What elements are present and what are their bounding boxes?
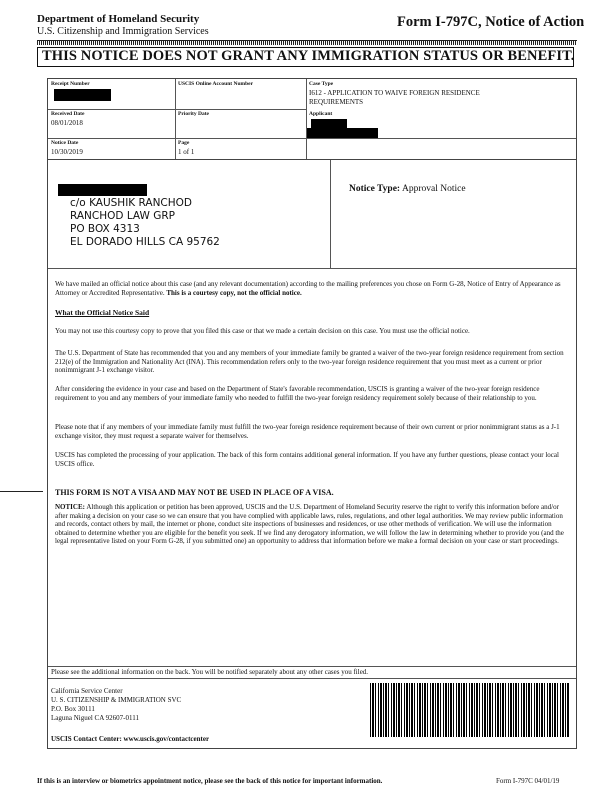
redacted-applicant-name — [307, 128, 378, 138]
mailing-address-line: RANCHOD LAW GRP — [70, 210, 176, 222]
grid-divider — [306, 79, 307, 159]
bottom-note-divider — [48, 666, 576, 667]
visa-warning-heading: THIS FORM IS NOT A VISA AND MAY NOT BE USED IN PLACE OF A VISA. — [55, 488, 334, 497]
notice-label: NOTICE: — [55, 503, 85, 511]
fold-mark — [0, 491, 43, 492]
case-type-value: I612 - APPLICATION TO WAIVE FOREIGN RESIDENCE — [309, 89, 480, 97]
mailing-address-line: PO BOX 4313 — [70, 223, 140, 235]
received-date-value: 08/01/2018 — [51, 119, 83, 127]
paragraph: You may not use this courtesy copy to prove that you filed this case or that we made a certain decision on this case. You must use the official notice. — [55, 327, 470, 335]
grid-divider — [175, 79, 176, 159]
mailing-address-line: EL DORADO HILLS CA 95762 — [70, 236, 220, 248]
case-type-value-continued: REQUIREMENTS — [309, 98, 364, 106]
grid-divider — [48, 109, 306, 110]
paragraph-notice — [55, 503, 570, 546]
receipt-number-label: Receipt Number — [51, 81, 90, 87]
section-heading: What the Official Notice Said — [55, 308, 150, 317]
status-banner: THIS NOTICE DOES NOT GRANT ANY IMMIGRATION STATUS OR BENEFIT. — [37, 47, 574, 67]
notice-body-box — [47, 159, 577, 749]
page-label: Page — [178, 140, 190, 146]
paragraph-courtesy-copy — [55, 280, 570, 297]
courtesy-copy-text: We have mailed an official notice about this case (and any relevant documentation) according to the mailing preferences you chose on Form G-28, Notice of Entry of Appearance as Attorney or Accredited Representative. — [55, 280, 561, 297]
address-divider — [48, 268, 576, 269]
address-divider — [330, 160, 331, 268]
footer-note: If this is an interview or biometrics appointment notice, please see the back of this notice for important information. — [37, 777, 383, 785]
courtesy-copy-emphasis: This is a courtesy copy, not the official notice. — [166, 288, 302, 297]
service-center-line: P.O. Box 30111 — [51, 705, 95, 713]
paragraph: After considering the evidence in your case and based on the Department of State's favorable recommendation, USCIS is granting a waiver of the two-year foreign residence requirement to you and any members of your immediate family who needed to fulfill the two-year foreign residency requirement solely because of their relationship to you. — [55, 385, 540, 402]
notice-type — [349, 184, 466, 194]
bottom-note: Please see the additional information on the back. You will be notified separately about any other cases you filed. — [51, 668, 369, 676]
priority-date-label: Priority Date — [178, 111, 209, 117]
paragraph: USCIS has completed the processing of your application. The back of this form contains additional general information. If you have any further questions, please contact your local USCIS office. — [55, 451, 559, 468]
notice-date-value: 10/30/2019 — [51, 148, 83, 156]
form-edition: Form I-797C 04/01/19 — [496, 777, 560, 785]
redacted-applicant-id — [311, 119, 347, 128]
barcode — [370, 683, 570, 737]
agency-name: Department of Homeland Security — [37, 13, 200, 25]
page-value: 1 of 1 — [178, 148, 195, 156]
redacted-recipient-name — [58, 184, 147, 196]
form-title: Form I-797C, Notice of Action — [397, 14, 585, 30]
case-info-grid — [47, 78, 577, 160]
notice-text: Although this application or petition has been approved, USCIS and the U.S. Department of Homeland Security reserve the right to verify this information before and/or after making a decision on your case so we can ensure that you have complied with applicable laws, rules, regulations, and other legal authorities. We may review public information and records, contact others by mail, the internet or phone, conduct site inspections of businesses and residences, or use other methods of verification. We will use the information obtained to determine whether you are eligible for the benefit you seek. If we find any derogatory information, we will follow the law in determining whether to provide you (and the legal representative listed on your Form G-28, if you submitted one) an opportunity to address that information before we make a formal decision on your case or start proceedings. — [55, 503, 564, 546]
applicant-label: Applicant — [309, 111, 333, 117]
received-date-label: Received Date — [51, 111, 85, 117]
service-center-line: California Service Center — [51, 687, 123, 695]
notice-date-label: Notice Date — [51, 140, 79, 146]
header-rule — [37, 40, 577, 45]
account-number-label: USCIS Online Account Number — [178, 81, 254, 87]
paragraph: The U.S. Department of State has recommended that you and any members of your immediate family be granted a waiver of the two-year foreign residence requirement from section 212(e) of the Immigration and Nationality Act (INA). This recommendation refers only to the two-year foreign residence requirement that you must meet as a current or prior nonimmigrant J-1 exchange visitor. — [55, 349, 564, 375]
service-center-line: U. S. CITIZENSHIP & IMMIGRATION SVC — [51, 696, 182, 704]
service-center-line: Laguna Niguel CA 92607-0111 — [51, 714, 139, 722]
contact-center: USCIS Contact Center: www.uscis.gov/contactcenter — [51, 735, 210, 743]
bottom-note-divider — [48, 678, 576, 679]
mailing-address-line: c/o KAUSHIK RANCHOD — [70, 197, 193, 209]
sub-agency-name: U.S. Citizenship and Immigration Services — [37, 26, 209, 37]
paragraph: Please note that if any members of your immediate family must fulfill the two-year foreign residence requirement because of their own current or prior nonimmigrant status as a J-1 exchange visitor, they must request a separate waiver for themselves. — [55, 423, 560, 440]
notice-type-label: Notice Type: — [349, 184, 401, 194]
notice-type-value: Approval Notice — [401, 184, 466, 194]
grid-divider — [48, 138, 576, 139]
redacted-receipt-number — [54, 89, 111, 101]
case-type-label: Case Type — [309, 81, 334, 87]
